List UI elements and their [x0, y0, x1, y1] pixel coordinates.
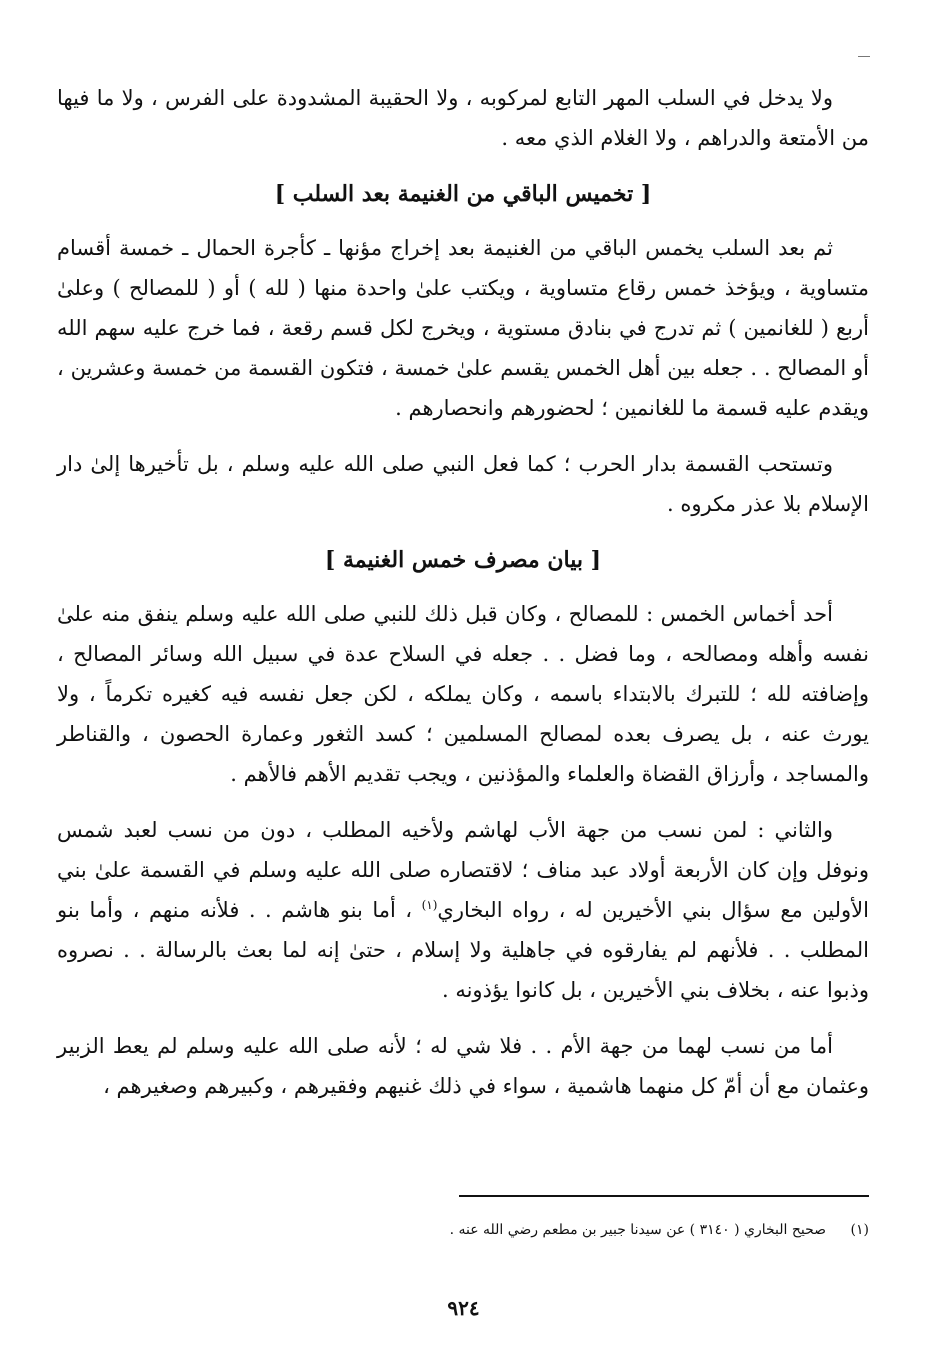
page-number: ٩٢٤: [447, 1296, 480, 1320]
paragraph-1: ولا يدخل في السلب المهر التابع لمركوبه ، ولا الحقيبة المشدودة على الفرس ، ولا ما فيها من الأمتعة والدراهم ، ولا الغلام الذي معه .: [57, 86, 869, 150]
footnote-divider: [459, 1195, 869, 1197]
section-heading-khums-distribution: [ بيان مصرف خمس الغنيمة ]: [324, 547, 602, 573]
section-heading-khums-remainder: [ تخميس الباقي من الغنيمة بعد السلب ]: [274, 181, 652, 207]
paragraph-5: [57, 810, 869, 1010]
paragraph-3: وتستحب القسمة بدار الحرب ؛ كما فعل النبي صلى الله عليه وسلم ، بل تأخيرها إلىٰ دار الإسلام بلا عذر مكروه .: [57, 452, 869, 516]
paragraph-4: أحد أخماس الخمس : للمصالح ، وكان قبل ذلك للنبي صلى الله عليه وسلم ينفق منه علىٰ نفسه وأهله ومصالحه ، وما فضل . . جعله في السلاح عدة في سبيل الله وسائر المصالح ، وإضافته لله ؛ للتبرك بالابتداء باسمه ، وكان يملكه ، لكن جعل نفسه فيه كغيره تكرماً ، ولا يورث عنه ، بل يصرف بعده لمصالح المسلمين ؛ كسد الثغور وعمارة الحصون ، والقناطر والمساجد ، وأرزاق القضاة والعلماء والمؤذنين ، ويجب تقديم الأهم فالأهم .: [57, 602, 869, 786]
paragraph-5-part-b: ، أما بنو هاشم . . فلأنه منهم ، وأما بنو المطلب . . فلأنهم لم يفارقوه في جاهلية ولا إسلام ، حتىٰ إنه لما بعث بالرسالة . . نصروه وذبوا عنه ، بخلاف بني الأخيرين ، بل كانوا يؤذونه .: [57, 898, 869, 1002]
paragraph-5-part-a: والثاني : لمن نسب من جهة الأب لهاشم ولأخيه المطلب ، دون من نسب لعبد شمس ونوفل وإن كان الأربعة أولاد عبد مناف ؛ لاقتصاره صلى الله عليه وسلم في القسمة علىٰ بني الأولين مع سؤال بني الأخيرين له ، رواه البخاري: [57, 818, 869, 922]
paragraph-2: ثم بعد السلب يخمس الباقي من الغنيمة بعد إخراج مؤنها ـ كأجرة الحمال ـ خمسة أقسام متساوية ، ويؤخذ خمس رقاع متساوية ، ويكتب علىٰ واحدة منها ( لله ) أو ( للمصالح ) وعلىٰ أربع ( للغانمين ) ثم تدرج في بنادق مستوية ، ويخرج لكل قسم رقعة ، فما خرج عليه سهم الله أو المصالح . . جعله بين أهل الخمس يقسم علىٰ خمسة ، فتكون القسمة من خمسة وعشرين ، ويقدم عليه قسمة ما للغانمين ؛ لحضورهم وانحصارهم .: [57, 236, 869, 420]
footnote: [57, 1218, 869, 1242]
paragraph-6: أما من نسب لهما من جهة الأم . . فلا شي له ؛ لأنه صلى الله عليه وسلم لم يعط الزبير وعثمان مع أن أمّ كل منهما هاشمية ، سواء في ذلك غنيهم وفقيرهم ، وكبيرهم وصغيرهم ،: [57, 1034, 869, 1098]
footnote-number: (١): [850, 1222, 869, 1238]
page-corner-mark: [858, 56, 870, 57]
footnote-text: صحيح البخاري ( ٣١٤٠ ) عن سيدنا جبير بن مطعم رضي الله عنه .: [449, 1222, 827, 1238]
page-body: [57, 78, 869, 1122]
footnote-reference[interactable]: (١): [421, 898, 438, 912]
